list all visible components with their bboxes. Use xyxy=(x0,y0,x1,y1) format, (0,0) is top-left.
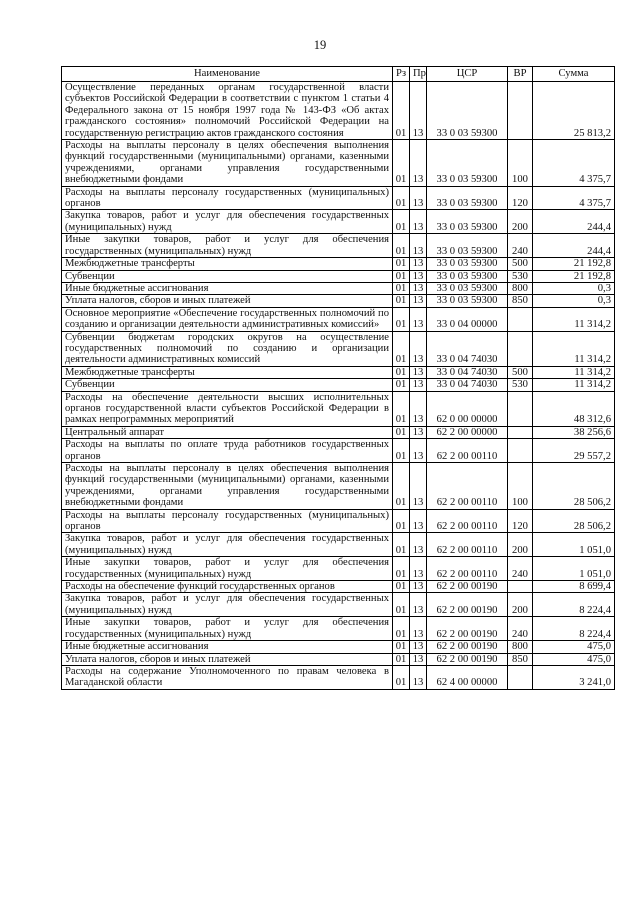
cell-rz: 01 xyxy=(393,391,410,426)
cell-pr: 13 xyxy=(410,391,427,426)
cell-vr xyxy=(508,307,533,331)
cell-name: Закупка товаров, работ и услуг для обеспечения государственных (муниципальных) нужд xyxy=(62,533,393,557)
table-row xyxy=(62,653,615,665)
header-pr: Пр xyxy=(410,67,427,82)
table-row xyxy=(62,366,615,378)
cell-vr: 800 xyxy=(508,282,533,294)
cell-sum: 29 557,2 xyxy=(533,439,615,463)
cell-vr: 500 xyxy=(508,258,533,270)
cell-pr: 13 xyxy=(410,234,427,258)
cell-pr: 13 xyxy=(410,463,427,510)
table-row xyxy=(62,641,615,653)
cell-pr: 13 xyxy=(410,665,427,689)
cell-csr: 33 0 03 59300 xyxy=(427,186,508,210)
cell-vr: 850 xyxy=(508,295,533,307)
header-rz: Рз xyxy=(393,67,410,82)
cell-csr: 62 2 00 00110 xyxy=(427,463,508,510)
cell-rz: 01 xyxy=(393,295,410,307)
cell-rz: 01 xyxy=(393,665,410,689)
cell-pr: 13 xyxy=(410,295,427,307)
table-row xyxy=(62,557,615,581)
cell-name: Расходы на обеспечение функций государственных органов xyxy=(62,581,393,593)
cell-pr: 13 xyxy=(410,533,427,557)
cell-csr: 33 0 03 59300 xyxy=(427,140,508,187)
header-vr: ВР xyxy=(508,67,533,82)
cell-rz: 01 xyxy=(393,533,410,557)
cell-pr: 13 xyxy=(410,140,427,187)
table-row xyxy=(62,234,615,258)
table-row xyxy=(62,379,615,391)
cell-pr: 13 xyxy=(410,439,427,463)
page-number: 19 xyxy=(313,38,327,52)
cell-csr: 62 2 00 00110 xyxy=(427,557,508,581)
cell-vr xyxy=(508,331,533,366)
cell-csr: 33 0 03 59300 xyxy=(427,295,508,307)
cell-name: Расходы на выплаты персоналу в целях обеспечения выполнения функций государственными (муниципальными) органами, казенными учреждениями, органами управления государственными внебюджетными фондами xyxy=(62,140,393,187)
table-row xyxy=(62,533,615,557)
cell-name: Иные закупки товаров, работ и услуг для обеспечения государственных (муниципальных) нужд xyxy=(62,234,393,258)
cell-csr: 33 0 04 74030 xyxy=(427,331,508,366)
table-row xyxy=(62,295,615,307)
cell-name: Расходы на содержание Уполномоченного по правам человека в Магаданской области xyxy=(62,665,393,689)
cell-vr xyxy=(508,426,533,438)
table-row xyxy=(62,426,615,438)
cell-vr xyxy=(508,581,533,593)
cell-sum: 25 813,2 xyxy=(533,82,615,140)
cell-csr: 62 0 00 00000 xyxy=(427,391,508,426)
cell-rz: 01 xyxy=(393,653,410,665)
cell-name: Иные бюджетные ассигнования xyxy=(62,282,393,294)
cell-csr: 33 0 03 59300 xyxy=(427,258,508,270)
table-row xyxy=(62,391,615,426)
cell-rz: 01 xyxy=(393,82,410,140)
table-row xyxy=(62,331,615,366)
cell-vr: 530 xyxy=(508,270,533,282)
cell-sum: 3 241,0 xyxy=(533,665,615,689)
cell-vr xyxy=(508,391,533,426)
table-row xyxy=(62,210,615,234)
cell-pr: 13 xyxy=(410,641,427,653)
cell-rz: 01 xyxy=(393,426,410,438)
table-row xyxy=(62,463,615,510)
cell-name: Центральный аппарат xyxy=(62,426,393,438)
cell-name: Расходы на обеспечение деятельности высших исполнительных органов государственной власти субъектов Российской Федерации в рамках непрограммных мероприятий xyxy=(62,391,393,426)
cell-pr: 13 xyxy=(410,509,427,533)
cell-csr: 62 2 00 00190 xyxy=(427,581,508,593)
cell-rz: 01 xyxy=(393,258,410,270)
table-body xyxy=(62,82,615,690)
cell-name: Субвенции xyxy=(62,270,393,282)
cell-vr xyxy=(508,82,533,140)
cell-csr: 33 0 03 59300 xyxy=(427,210,508,234)
table-row xyxy=(62,82,615,140)
cell-name: Иные закупки товаров, работ и услуг для обеспечения государственных (муниципальных) нужд xyxy=(62,617,393,641)
cell-csr: 33 0 04 74030 xyxy=(427,366,508,378)
table-row xyxy=(62,581,615,593)
cell-sum: 0,3 xyxy=(533,295,615,307)
cell-csr: 33 0 03 59300 xyxy=(427,82,508,140)
cell-sum: 48 312,6 xyxy=(533,391,615,426)
cell-name: Закупка товаров, работ и услуг для обеспечения государственных (муниципальных) нужд xyxy=(62,593,393,617)
cell-pr: 13 xyxy=(410,557,427,581)
cell-name: Субвенции бюджетам городских округов на осуществление государственных полномочий по созданию и организации деятельности административных комиссий xyxy=(62,331,393,366)
cell-vr: 200 xyxy=(508,593,533,617)
cell-sum: 28 506,2 xyxy=(533,509,615,533)
cell-rz: 01 xyxy=(393,140,410,187)
cell-csr: 62 2 00 00110 xyxy=(427,509,508,533)
header-name: Наименование xyxy=(62,67,393,82)
cell-vr: 530 xyxy=(508,379,533,391)
cell-vr: 100 xyxy=(508,463,533,510)
cell-pr: 13 xyxy=(410,653,427,665)
cell-csr: 62 4 00 00000 xyxy=(427,665,508,689)
cell-csr: 62 2 00 00190 xyxy=(427,617,508,641)
cell-name: Расходы на выплаты персоналу государственных (муниципальных) органов xyxy=(62,186,393,210)
cell-sum: 11 314,2 xyxy=(533,307,615,331)
cell-csr: 62 2 00 00190 xyxy=(427,641,508,653)
cell-sum: 4 375,7 xyxy=(533,186,615,210)
cell-rz: 01 xyxy=(393,593,410,617)
cell-vr xyxy=(508,665,533,689)
cell-sum: 8 224,4 xyxy=(533,593,615,617)
cell-name: Основное мероприятие «Обеспечение государственных полномочий по созданию и организации деятельности административных комиссий» xyxy=(62,307,393,331)
table-row xyxy=(62,258,615,270)
cell-sum: 21 192,8 xyxy=(533,258,615,270)
cell-sum: 1 051,0 xyxy=(533,533,615,557)
cell-rz: 01 xyxy=(393,307,410,331)
table-row xyxy=(62,282,615,294)
cell-rz: 01 xyxy=(393,366,410,378)
cell-rz: 01 xyxy=(393,509,410,533)
cell-rz: 01 xyxy=(393,557,410,581)
header-csr: ЦСР xyxy=(427,67,508,82)
cell-sum: 8 699,4 xyxy=(533,581,615,593)
cell-sum: 475,0 xyxy=(533,641,615,653)
cell-vr: 240 xyxy=(508,617,533,641)
table-row xyxy=(62,307,615,331)
cell-rz: 01 xyxy=(393,186,410,210)
cell-pr: 13 xyxy=(410,593,427,617)
cell-rz: 01 xyxy=(393,463,410,510)
cell-sum: 1 051,0 xyxy=(533,557,615,581)
cell-name: Расходы на выплаты персоналу государственных (муниципальных) органов xyxy=(62,509,393,533)
cell-rz: 01 xyxy=(393,234,410,258)
cell-vr: 120 xyxy=(508,186,533,210)
cell-sum: 11 314,2 xyxy=(533,379,615,391)
cell-pr: 13 xyxy=(410,379,427,391)
budget-table xyxy=(61,66,615,690)
cell-name: Межбюджетные трансферты xyxy=(62,366,393,378)
cell-rz: 01 xyxy=(393,641,410,653)
table-row xyxy=(62,140,615,187)
cell-name: Межбюджетные трансферты xyxy=(62,258,393,270)
cell-pr: 13 xyxy=(410,258,427,270)
cell-sum: 11 314,2 xyxy=(533,331,615,366)
cell-pr: 13 xyxy=(410,210,427,234)
cell-name: Закупка товаров, работ и услуг для обеспечения государственных (муниципальных) нужд xyxy=(62,210,393,234)
cell-csr: 62 2 00 00110 xyxy=(427,533,508,557)
cell-name: Осуществление переданных органам государственной власти субъектов Российской Федерации в соответствии с пунктом 1 статьи 4 Федерального закона от 15 ноября 1997 года № 143-ФЗ «Об актах гражданского состояния» полномочий Российской Федерации на государственную регистрацию актов гражданского состояния xyxy=(62,82,393,140)
cell-rz: 01 xyxy=(393,331,410,366)
cell-rz: 01 xyxy=(393,439,410,463)
table-row xyxy=(62,509,615,533)
cell-csr: 33 0 03 59300 xyxy=(427,270,508,282)
cell-vr: 200 xyxy=(508,533,533,557)
cell-pr: 13 xyxy=(410,82,427,140)
cell-vr: 100 xyxy=(508,140,533,187)
cell-sum: 475,0 xyxy=(533,653,615,665)
cell-name: Иные бюджетные ассигнования xyxy=(62,641,393,653)
header-sum: Сумма xyxy=(533,67,615,82)
cell-sum: 0,3 xyxy=(533,282,615,294)
table-row xyxy=(62,593,615,617)
cell-sum: 8 224,4 xyxy=(533,617,615,641)
cell-rz: 01 xyxy=(393,210,410,234)
cell-vr: 200 xyxy=(508,210,533,234)
cell-rz: 01 xyxy=(393,379,410,391)
cell-sum: 38 256,6 xyxy=(533,426,615,438)
table-row xyxy=(62,665,615,689)
cell-sum: 21 192,8 xyxy=(533,270,615,282)
table-row xyxy=(62,270,615,282)
cell-pr: 13 xyxy=(410,366,427,378)
cell-vr: 240 xyxy=(508,234,533,258)
cell-csr: 62 2 00 00190 xyxy=(427,653,508,665)
cell-csr: 33 0 03 59300 xyxy=(427,234,508,258)
cell-csr: 62 2 00 00190 xyxy=(427,593,508,617)
cell-pr: 13 xyxy=(410,426,427,438)
cell-csr: 62 2 00 00110 xyxy=(427,439,508,463)
cell-sum: 4 375,7 xyxy=(533,140,615,187)
cell-name: Субвенции xyxy=(62,379,393,391)
cell-pr: 13 xyxy=(410,617,427,641)
cell-csr: 62 2 00 00000 xyxy=(427,426,508,438)
cell-name: Расходы на выплаты персоналу в целях обеспечения выполнения функций государственными (муниципальными) органами, казенными учреждениями, органами управления государственными внебюджетными фондами xyxy=(62,463,393,510)
cell-csr: 33 0 04 74030 xyxy=(427,379,508,391)
cell-pr: 13 xyxy=(410,581,427,593)
cell-rz: 01 xyxy=(393,581,410,593)
cell-name: Расходы на выплаты по оплате труда работников государственных органов xyxy=(62,439,393,463)
cell-csr: 33 0 04 00000 xyxy=(427,307,508,331)
cell-pr: 13 xyxy=(410,331,427,366)
cell-sum: 244,4 xyxy=(533,210,615,234)
table-row xyxy=(62,186,615,210)
cell-sum: 244,4 xyxy=(533,234,615,258)
cell-csr: 33 0 03 59300 xyxy=(427,282,508,294)
cell-vr xyxy=(508,439,533,463)
cell-vr: 120 xyxy=(508,509,533,533)
table-header-row xyxy=(62,67,615,82)
cell-pr: 13 xyxy=(410,282,427,294)
cell-vr: 500 xyxy=(508,366,533,378)
cell-name: Уплата налогов, сборов и иных платежей xyxy=(62,653,393,665)
cell-pr: 13 xyxy=(410,307,427,331)
cell-vr: 800 xyxy=(508,641,533,653)
cell-sum: 28 506,2 xyxy=(533,463,615,510)
cell-vr: 850 xyxy=(508,653,533,665)
cell-name: Уплата налогов, сборов и иных платежей xyxy=(62,295,393,307)
cell-rz: 01 xyxy=(393,270,410,282)
cell-pr: 13 xyxy=(410,270,427,282)
cell-name: Иные закупки товаров, работ и услуг для обеспечения государственных (муниципальных) нужд xyxy=(62,557,393,581)
cell-pr: 13 xyxy=(410,186,427,210)
table-row xyxy=(62,617,615,641)
cell-sum: 11 314,2 xyxy=(533,366,615,378)
cell-vr: 240 xyxy=(508,557,533,581)
cell-rz: 01 xyxy=(393,282,410,294)
cell-rz: 01 xyxy=(393,617,410,641)
table-row xyxy=(62,439,615,463)
